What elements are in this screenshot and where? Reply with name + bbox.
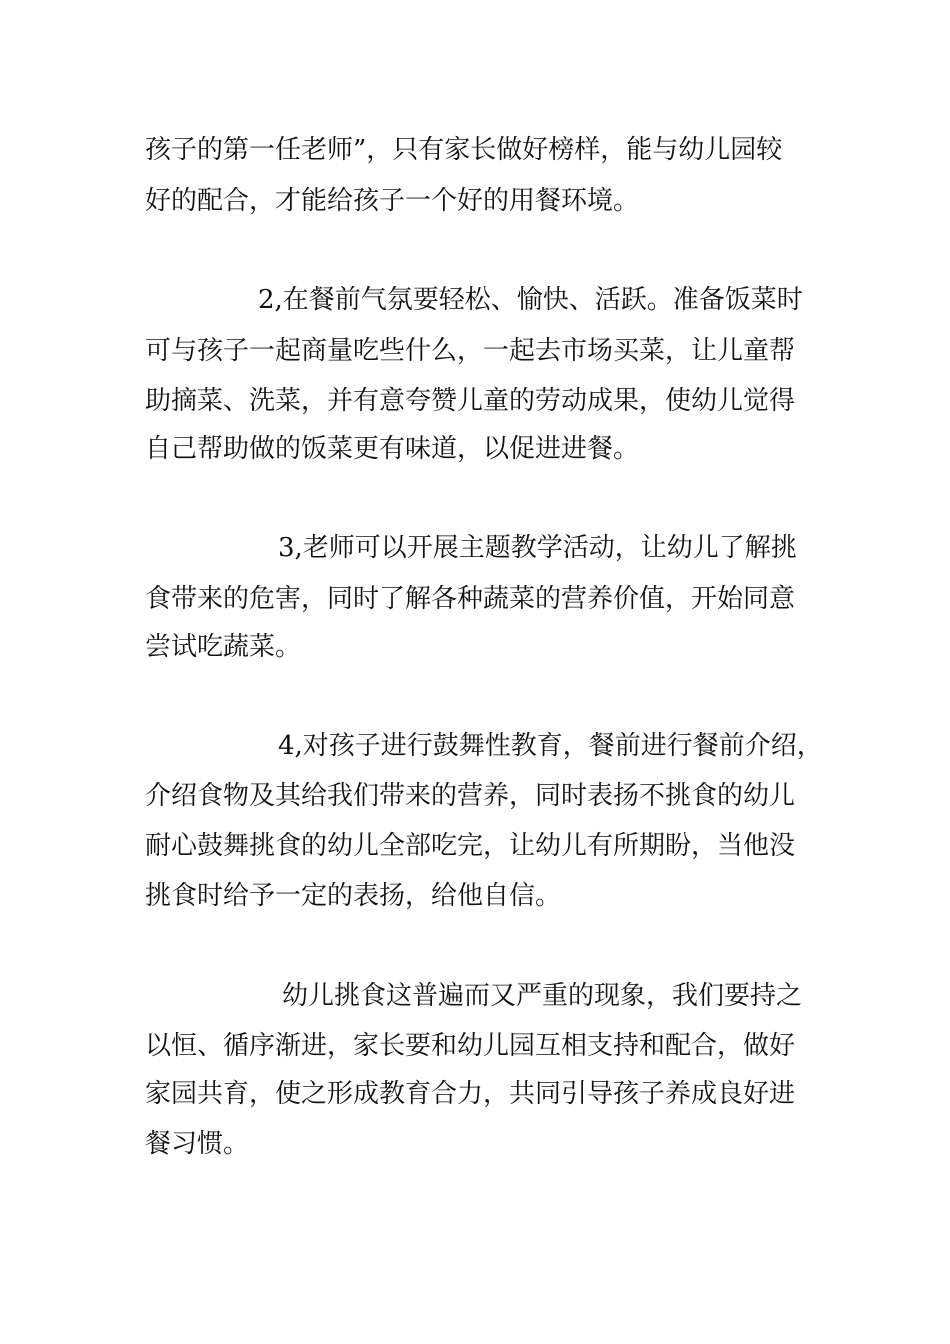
paragraph-line: 挑食时给予一定的表扬，给他自信。 — [145, 881, 562, 911]
paragraph-line: 助摘菜、洗菜，并有意夸赞儿童的劳动成果，使幼儿觉得 — [145, 386, 796, 416]
paragraph-line: 介绍食物及其给我们带来的营养，同时表扬不挑食的幼儿 — [145, 781, 796, 811]
paragraph-line: 耐心鼓舞挑食的幼儿全部吃完，让幼儿有所期盼，当他没 — [145, 831, 796, 861]
paragraph-line: 3,老师可以开展主题教学活动，让幼儿了解挑 — [278, 533, 797, 563]
paragraph-line: 可与孩子一起商量吃些什么，一起去市场买菜，让儿童帮 — [145, 336, 796, 366]
paragraph-line: 2,在餐前气氛要轻松、愉快、活跃。准备饭菜时 — [258, 285, 803, 315]
paragraph-line: 自己帮助做的饭菜更有味道，以促进进餐。 — [145, 434, 640, 464]
paragraph-line: 4,对孩子进行鼓舞性教育，餐前进行餐前介绍， — [278, 731, 823, 761]
paragraph-line: 以恒、循序渐进，家长要和幼儿园互相支持和配合，做好 — [145, 1031, 796, 1061]
paragraph-line: 食带来的危害，同时了解各种蔬菜的营养价值，开始同意 — [145, 584, 796, 614]
paragraph-line: 餐习惯。 — [145, 1129, 250, 1159]
paragraph-line: 幼儿挑食这普遍而又严重的现象，我们要持之 — [282, 981, 803, 1011]
paragraph-line: 好的配合，才能给孩子一个好的用餐环境。 — [145, 186, 640, 216]
paragraph-line: 家园共育，使之形成教育合力，共同引导孩子养成良好进 — [145, 1079, 796, 1109]
paragraph-line: 尝试吃蔬菜。 — [145, 632, 302, 662]
paragraph-line: 孩子的第一任老师”，只有家长做好榜样，能与幼儿园较 — [145, 135, 783, 165]
